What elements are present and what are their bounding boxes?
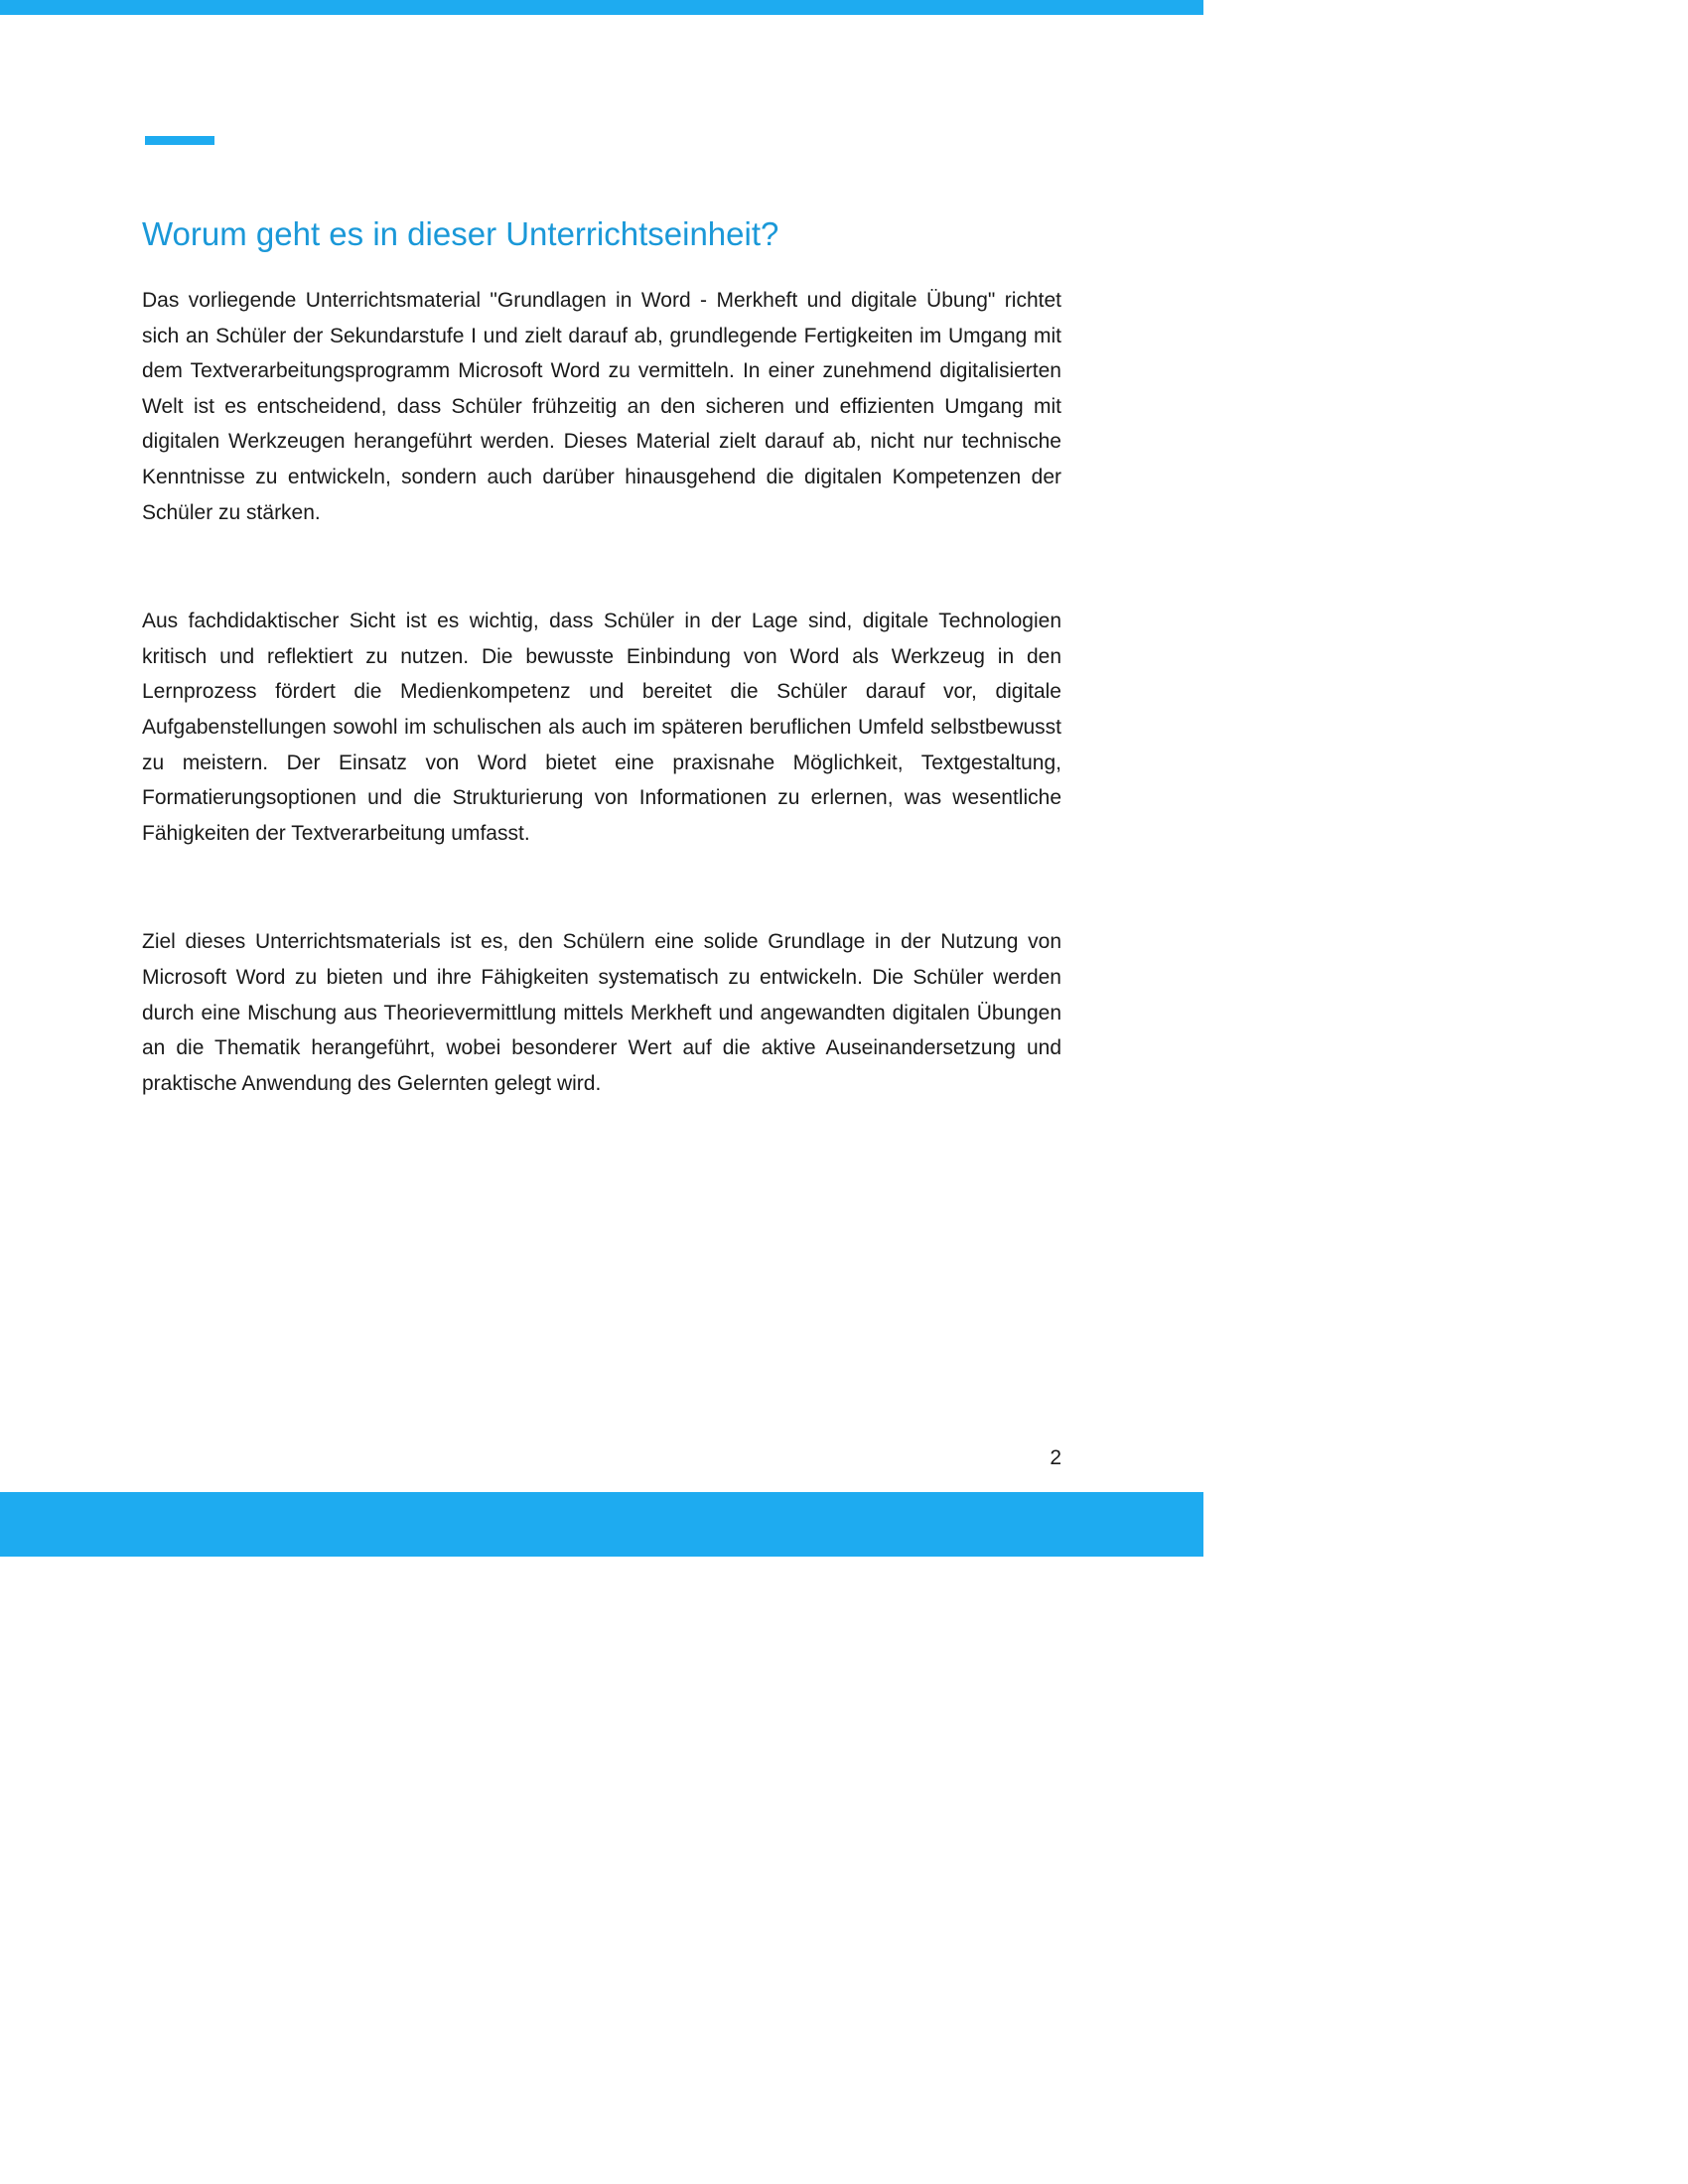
page-title: Worum geht es in dieser Unterrichtseinheit?: [142, 215, 779, 252]
paragraph-intro: Das vorliegende Unterrichtsmaterial "Grundlagen in Word - Merkheft und digitale Übung" richtet sich an Schüler der Sekundarstufe I und zielt darauf ab, grundlegende Fertigkeiten im Umgang mit dem Textverarbeitungsprogramm Microsoft Word zu vermitteln. In einer zunehmend digitalisierten Welt ist es entscheidend, dass Schüler frühzeitig an den sicheren und effizienten Umgang mit digitalen Werkzeugen herangeführt werden. Dieses Material zielt darauf ab, nicht nur technische Kenntnisse zu entwickeln, sondern auch darüber hinausgehend die digitalen Kompetenzen der Schüler zu stärken.: [142, 289, 1061, 524]
bottom-accent-bar: [0, 1492, 1203, 1557]
top-accent-bar: [0, 0, 1203, 15]
page-number: 2: [1050, 1446, 1061, 1469]
paragraph-goal: Ziel dieses Unterrichtsmaterials ist es, den Schülern eine solide Grundlage in der Nutzung von Microsoft Word zu bieten und ihre Fähigkeiten systematisch zu entwickeln. Die Schüler werden durch eine Mischung aus Theorievermittlung mittels Merkheft und angewandten digitalen Übungen an die Thematik herangeführt, wobei besonderer Wert auf die aktive Auseinandersetzung und praktische Anwendung des Gelernten gelegt wird.: [142, 930, 1061, 1095]
paragraph-didactics: Aus fachdidaktischer Sicht ist es wichtig, dass Schüler in der Lage sind, digitale Technologien kritisch und reflektiert zu nutzen. Die bewusste Einbindung von Word als Werkzeug in den Lernprozess fördert die Medienkompetenz und bereitet die Schüler darauf vor, digitale Aufgabenstellungen sowohl im schulischen als auch im späteren beruflichen Umfeld selbstbewusst zu meistern. Der Einsatz von Word bietet eine praxisnahe Möglichkeit, Textgestaltung, Formatierungsoptionen und die Strukturierung von Informationen zu erlernen, was wesentliche Fähigkeiten der Textverarbeitung umfasst.: [142, 610, 1061, 845]
body-text: [142, 283, 1061, 1101]
title-accent-dash: [145, 136, 214, 145]
